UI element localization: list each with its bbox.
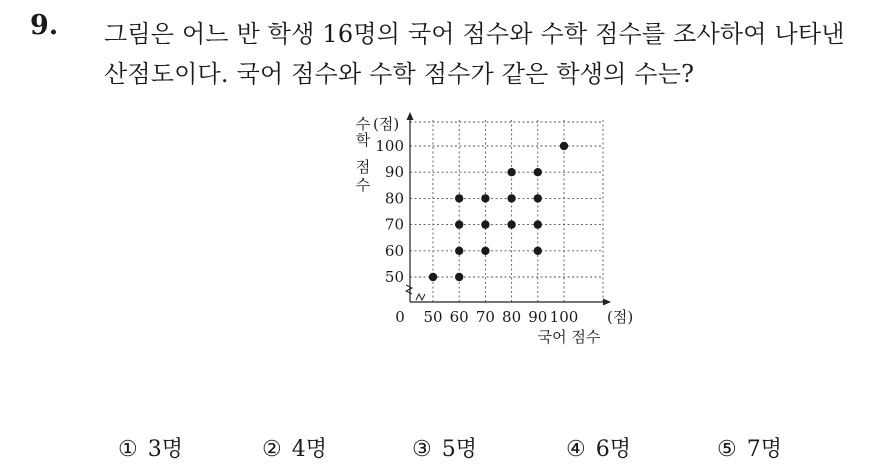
choice-5-text: 7명 [746,437,782,462]
question-text-line1: 그림은 어느 반 학생 16명의 국어 점수와 수학 점수를 조사하여 나타낸 [104,20,845,48]
data-point [507,194,515,202]
scatter-plot [345,112,634,352]
choice-4-mark: ④ [566,437,586,462]
y-unit-label: (점) [373,115,400,133]
question-text-line2: 산점도이다. 국어 점수와 수학 점수가 같은 학생의 수는? [104,60,695,88]
x-axis-break [416,294,425,300]
data-point [481,220,489,228]
data-point [481,247,489,255]
y-axis-arrow [407,112,414,120]
x-tick-label: 70 [475,308,495,326]
data-point [534,168,542,176]
data-point [534,194,542,202]
choice-3[interactable] [412,432,477,463]
x-tick-label: 100 [549,308,579,326]
choice-2-text: 4명 [291,437,327,462]
data-point [455,273,463,281]
data-point [534,247,542,255]
data-point [507,220,515,228]
data-point [429,273,437,281]
y-tick-label: 90 [384,163,404,182]
y-axis-break [406,285,412,294]
choice-3-text: 5명 [441,437,477,462]
choice-4[interactable] [566,432,631,463]
y-tick-label: 100 [375,137,404,155]
y-axis-label-char: 수 [355,115,371,133]
y-axis-label-char: 점 [355,158,371,176]
x-unit-label: (점) [607,308,634,326]
choice-2-mark: ② [262,437,282,462]
data-point [455,247,463,255]
choice-3-mark: ③ [412,437,432,462]
data-point [560,142,568,150]
x-tick-label: 60 [449,308,469,326]
choice-1-mark: ① [118,437,138,462]
x-tick-label: 90 [528,308,548,326]
choice-5[interactable] [717,432,782,463]
y-tick-label: 70 [384,215,404,234]
data-point [481,194,489,202]
question-number: 9. [30,10,59,41]
data-point [507,168,515,176]
choice-2[interactable] [262,432,327,463]
x-axis-arrow [603,299,611,306]
choice-5-mark: ⑤ [717,437,737,462]
y-tick-label: 60 [384,241,404,260]
data-point [455,194,463,202]
answer-choices [0,432,884,462]
data-point [455,220,463,228]
choice-4-text: 6명 [595,437,631,462]
data-point [534,220,542,228]
choice-1[interactable] [118,432,183,463]
origin-label: 0 [395,308,405,326]
x-tick-label: 80 [502,308,522,326]
scatter-plot-svg [345,112,634,352]
choice-1-text: 3명 [147,437,183,462]
y-tick-label: 80 [384,189,404,208]
y-axis-label-char: 수 [355,176,371,194]
y-tick-label: 50 [384,268,404,286]
x-axis-label: 국어 점수 [537,328,601,346]
x-tick-label: 50 [423,308,443,326]
y-axis-label-char: 학 [355,131,371,149]
